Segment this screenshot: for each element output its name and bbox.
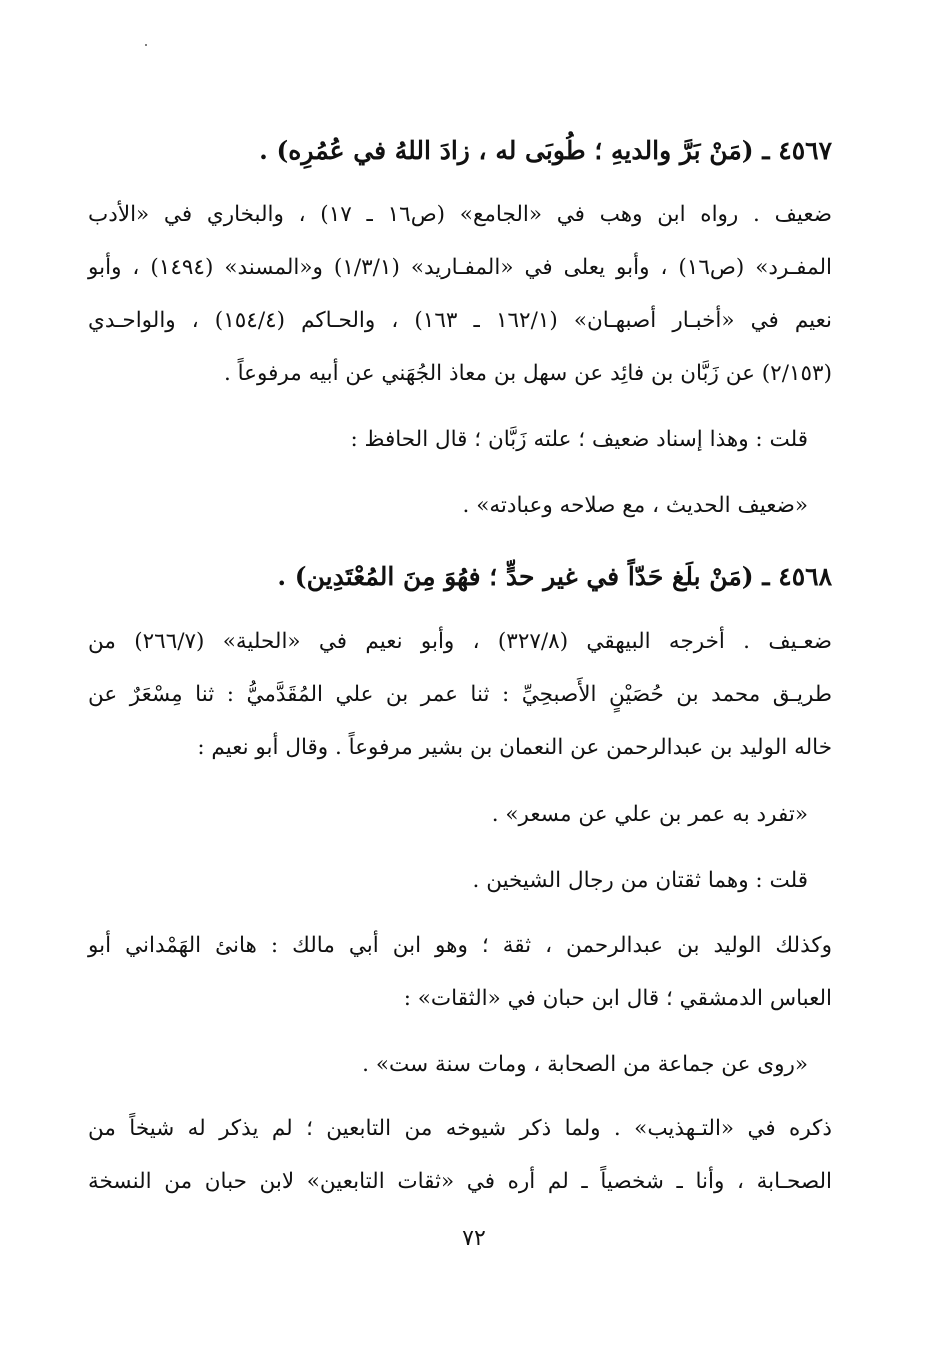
page-number: ٧٢ — [462, 1226, 486, 1251]
text-line: قلت : وهذا إسناد ضعيف ؛ علته زَبَّان ؛ قال الحافظ : — [350, 427, 808, 452]
text-line: ضعـيف . أخرجه البيهقي (٣٢٧/٨) ، وأبو نعيم في «الحلية» (٢٦٦/٧) من — [88, 629, 832, 654]
text-line: الصحـابة ، وأنا ـ شخصياً ـ لم أره في «ثقات التابعين» لابن حبان من النسخة — [88, 1169, 832, 1194]
quote-line: «روى عن جماعة من الصحابة ، ومات سنة ست» . — [362, 1052, 808, 1077]
text-line: (٢/١٥٣) عن زَبَّان بن فائِد عن سهل بن معاذ الجُهَني عن أبيه مرفوعاً . — [223, 361, 832, 386]
text-line: وكذلك الوليد بن عبدالرحمن ، ثقة ؛ وهو ابن أبي مالك : هانئ الهَمْداني أبو — [88, 933, 832, 958]
hadith-heading-4568: ٤٥٦٨ ـ (مَنْ بلَغ حَدّاً في غير حدٍّ ؛ فهُوَ مِنَ المُعْتَدِين) . — [277, 562, 832, 591]
text-line: ذكره في «التـهذيب» . ولما ذكر شيوخه من التابعين ؛ لم يذكر له شيخاً من — [88, 1116, 832, 1141]
scan-speck — [145, 44, 147, 46]
quote-line: «ضعيف الحديث ، مع صلاحه وعبادته» . — [462, 493, 808, 518]
text-line: خاله الوليد بن عبدالرحمن عن النعمان بن بشير مرفوعاً . وقال أبو نعيم : — [197, 735, 832, 760]
quote-line: «تفرد به عمر بن علي عن مسعر» . — [491, 802, 808, 827]
text-line: ضعيف . رواه ابن وهب في «الجامع» (ص١٦ ـ ١٧) ، والبخاري في «الأدب — [88, 202, 832, 227]
hadith-heading-4567: ٤٥٦٧ ـ (مَنْ بَرَّ والديهِ ؛ طُوبَى له ، زادَ اللهُ في عُمُرِه) . — [259, 136, 832, 165]
text-line: العباس الدمشقي ؛ قال ابن حبان في «الثقات» : — [403, 986, 832, 1011]
text-line: نعيم في «أخبـار أصبهـان» (١٦٢/١ ـ ١٦٣) ، والحـاكم (١٥٤/٤) ، والواحـدي — [88, 308, 833, 333]
text-line: قلت : وهما ثقتان من رجال الشيخين . — [472, 868, 808, 893]
text-line: المفـرد» (ص١٦) ، وأبو يعلى في «المفـاريد» (١/٣/١) و«المسند» (١٤٩٤) ، وأبو — [88, 255, 832, 280]
text-line: طريـق محمد بن حُصَيْنٍ الأَصبحِيِّ : ثنا عمر بن علي المُقَدَّميُّ : ثنا مِسْعَرٌ عن — [88, 682, 832, 707]
